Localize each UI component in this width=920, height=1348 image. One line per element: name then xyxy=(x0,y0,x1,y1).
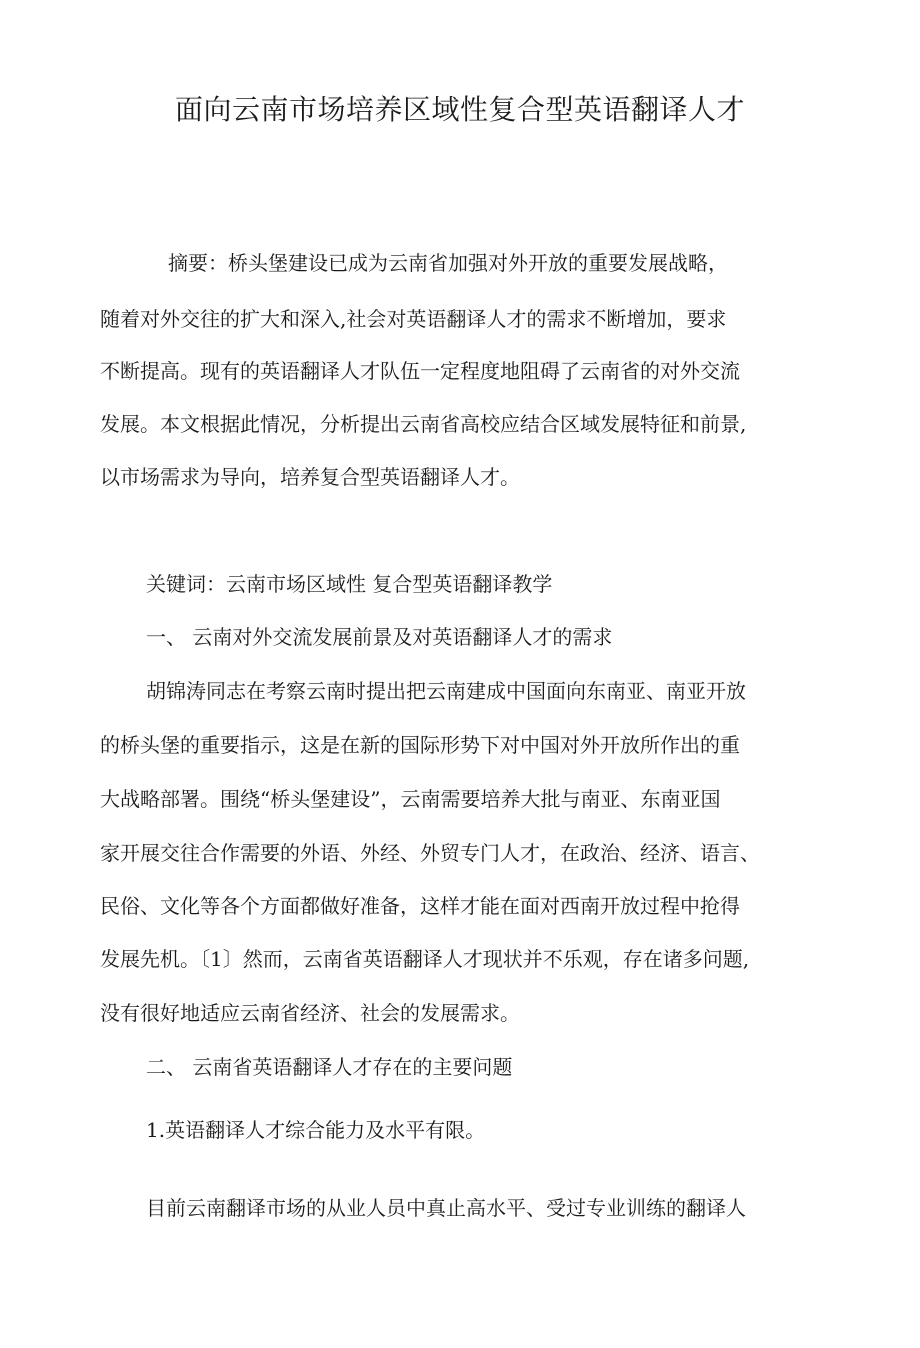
section-heading-2: 二、 云南省英语翻译人才存在的主要问题 xyxy=(146,1055,513,1079)
section-heading-1: 一、 云南对外交流发展前景及对英语翻译人才的需求 xyxy=(146,625,613,649)
abstract-line: 不断提高。现有的英语翻译人才队伍一定程度地阻碍了云南省的对外交流 xyxy=(100,359,740,383)
body-line: 胡锦涛同志在考察云南时提出把云南建成中国面向东南亚、南亚开放 xyxy=(146,679,746,703)
abstract-line: 以市场需求为导向，培养复合型英语翻译人才。 xyxy=(100,465,520,489)
document-title: 面向云南市场培养区域性复合型英语翻译人才 xyxy=(174,93,745,126)
abstract-line: 摘要：桥头堡建设已成为云南省加强对外开放的重要发展战略， xyxy=(168,251,728,275)
subsection-heading: 1.英语翻译人才综合能力及水平有限。 xyxy=(146,1118,486,1142)
body-line: 发展先机。〔1〕然而，云南省英语翻译人才现状并不乐观，存在诸多问题, xyxy=(100,947,750,971)
body-line: 家开展交往合作需要的外语、外经、外贸专门人才，在政治、经济、语言、 xyxy=(100,841,760,865)
body-line: 民俗、文化等各个方面都做好准备，这样才能在面对西南开放过程中抢得 xyxy=(100,894,740,918)
body-line: 目前云南翻译市场的从业人员中真止高水平、受过专业训练的翻译人 xyxy=(146,1196,746,1220)
abstract-line: 随着对外交往的扩大和深入,社会对英语翻译人才的需求不断增加，要求 xyxy=(100,307,727,331)
keywords: 关键词：云南市场区域性 复合型英语翻译教学 xyxy=(146,572,553,596)
body-line: 大战略部署。围绕“桥头堡建设”，云南需要培养大批与南亚、东南亚国 xyxy=(100,787,721,811)
body-line: 没有很好地适应云南省经济、社会的发展需求。 xyxy=(100,1001,520,1025)
abstract-line: 发展。本文根据此情况，分析提出云南省高校应结合区域发展特征和前景, xyxy=(100,412,747,436)
body-line: 的桥头堡的重要指示，这是在新的国际形势下对中国对外开放所作出的重 xyxy=(100,733,740,757)
